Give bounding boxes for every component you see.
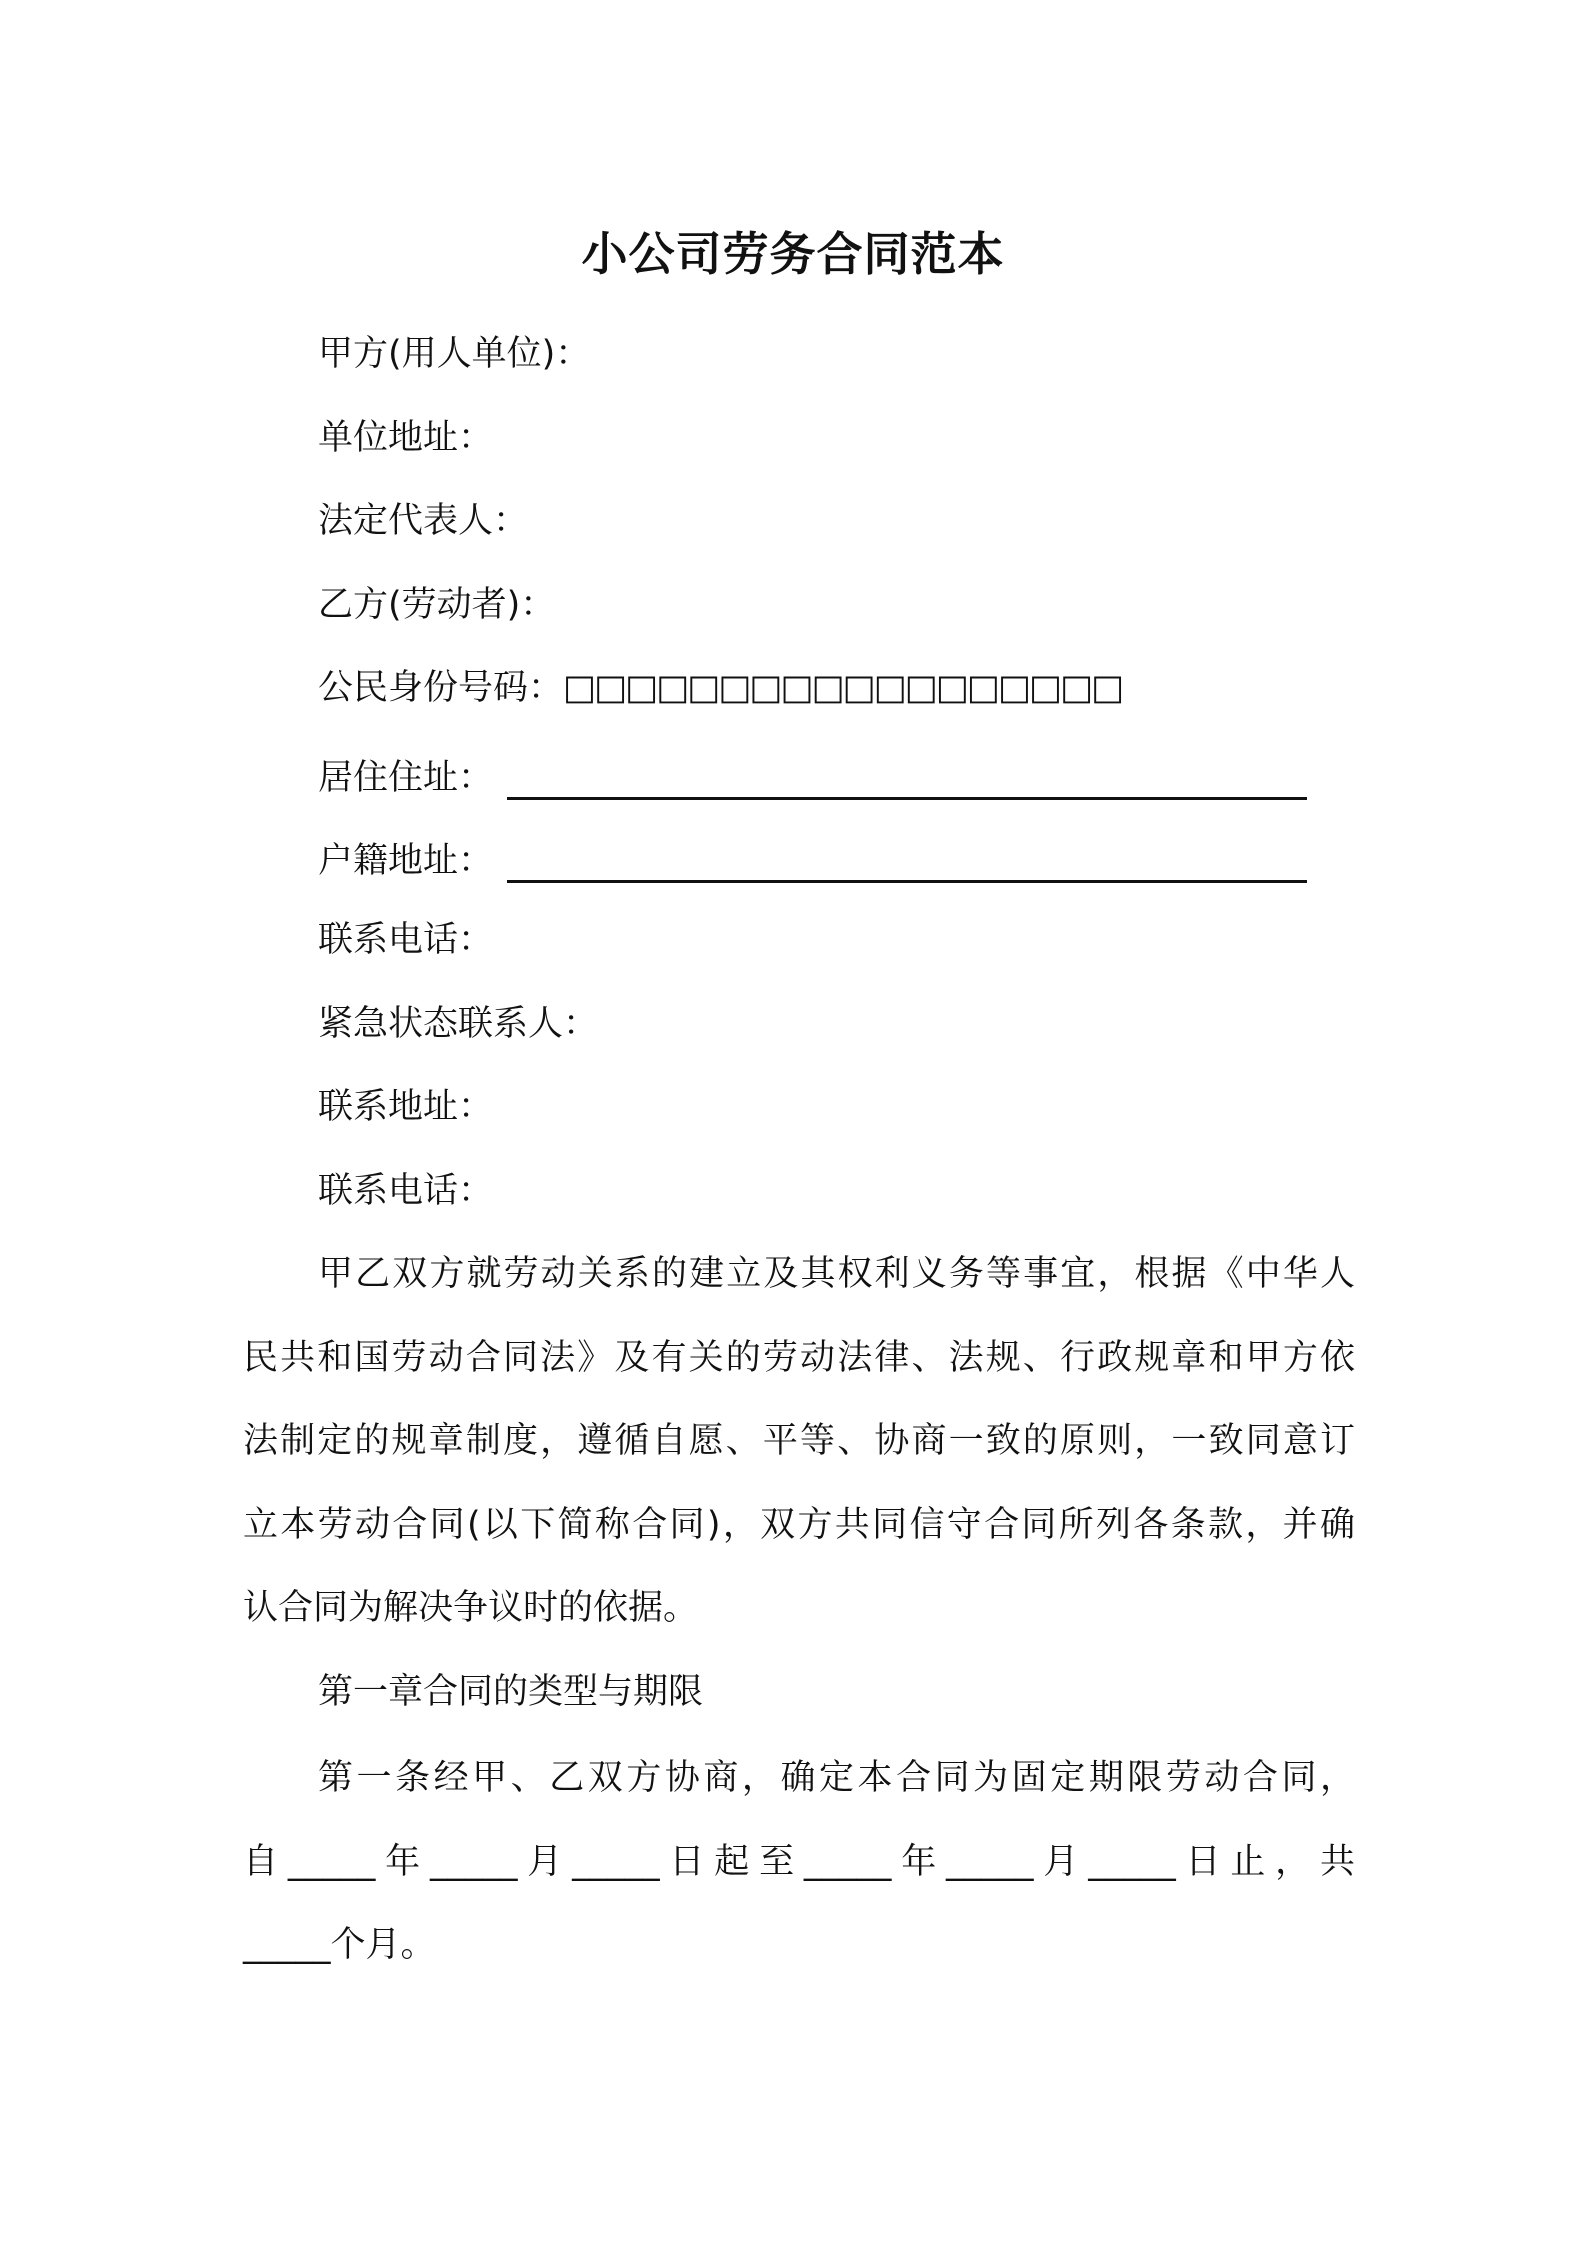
party-a-label: 甲方(用人单位)：: [318, 334, 591, 374]
party-b-label: 乙方(劳动者)：: [318, 585, 556, 625]
article-line: _____个月。: [243, 1925, 436, 1965]
legal-rep-label: 法定代表人：: [318, 501, 529, 541]
article-line: 第一条经甲、乙双方协商，确定本合同为固定期限劳动合同，: [318, 1758, 1355, 1798]
emergency-contact-label: 紧急状态联系人：: [318, 1004, 599, 1044]
contact-phone-label: 联系电话：: [318, 1171, 494, 1211]
household-row: [318, 839, 1307, 883]
preamble-line: 民共和国劳动合同法》及有关的劳动法律、法规、行政规章和甲方依: [243, 1338, 1355, 1378]
unit-address-label: 单位地址：: [318, 418, 494, 458]
phone-label: 联系电话：: [318, 920, 494, 960]
id-number-boxes: □□□□□□□□□□□□□□□□□□: [563, 668, 1123, 708]
preamble-line: 法制定的规章制度，遵循自愿、平等、协商一致的原则，一致同意订: [243, 1421, 1355, 1461]
household-label: 户籍地址：: [318, 841, 494, 881]
id-number-row: [318, 666, 1122, 710]
chapter-heading: 第一章合同的类型与期限: [318, 1672, 704, 1712]
article-line: 自_____年_____月_____日起至_____年_____月_____日止，共: [243, 1842, 1355, 1882]
document-title: 小公司劳务合同范本: [581, 227, 1005, 281]
residence-row: [318, 756, 1307, 800]
household-blank-line: [507, 846, 1307, 883]
preamble-line: 立本劳动合同(以下简称合同)，双方共同信守合同所列各条款，并确: [243, 1505, 1355, 1545]
preamble-line: 认合同为解决争议时的依据。: [243, 1588, 699, 1628]
preamble-line: 甲乙双方就劳动关系的建立及其权利义务等事宜，根据《中华人: [318, 1254, 1355, 1294]
id-number-label: 公民身份号码：: [318, 668, 564, 708]
contact-address-label: 联系地址：: [318, 1087, 494, 1127]
residence-blank-line: [507, 763, 1307, 800]
residence-label: 居住住址：: [318, 758, 494, 798]
